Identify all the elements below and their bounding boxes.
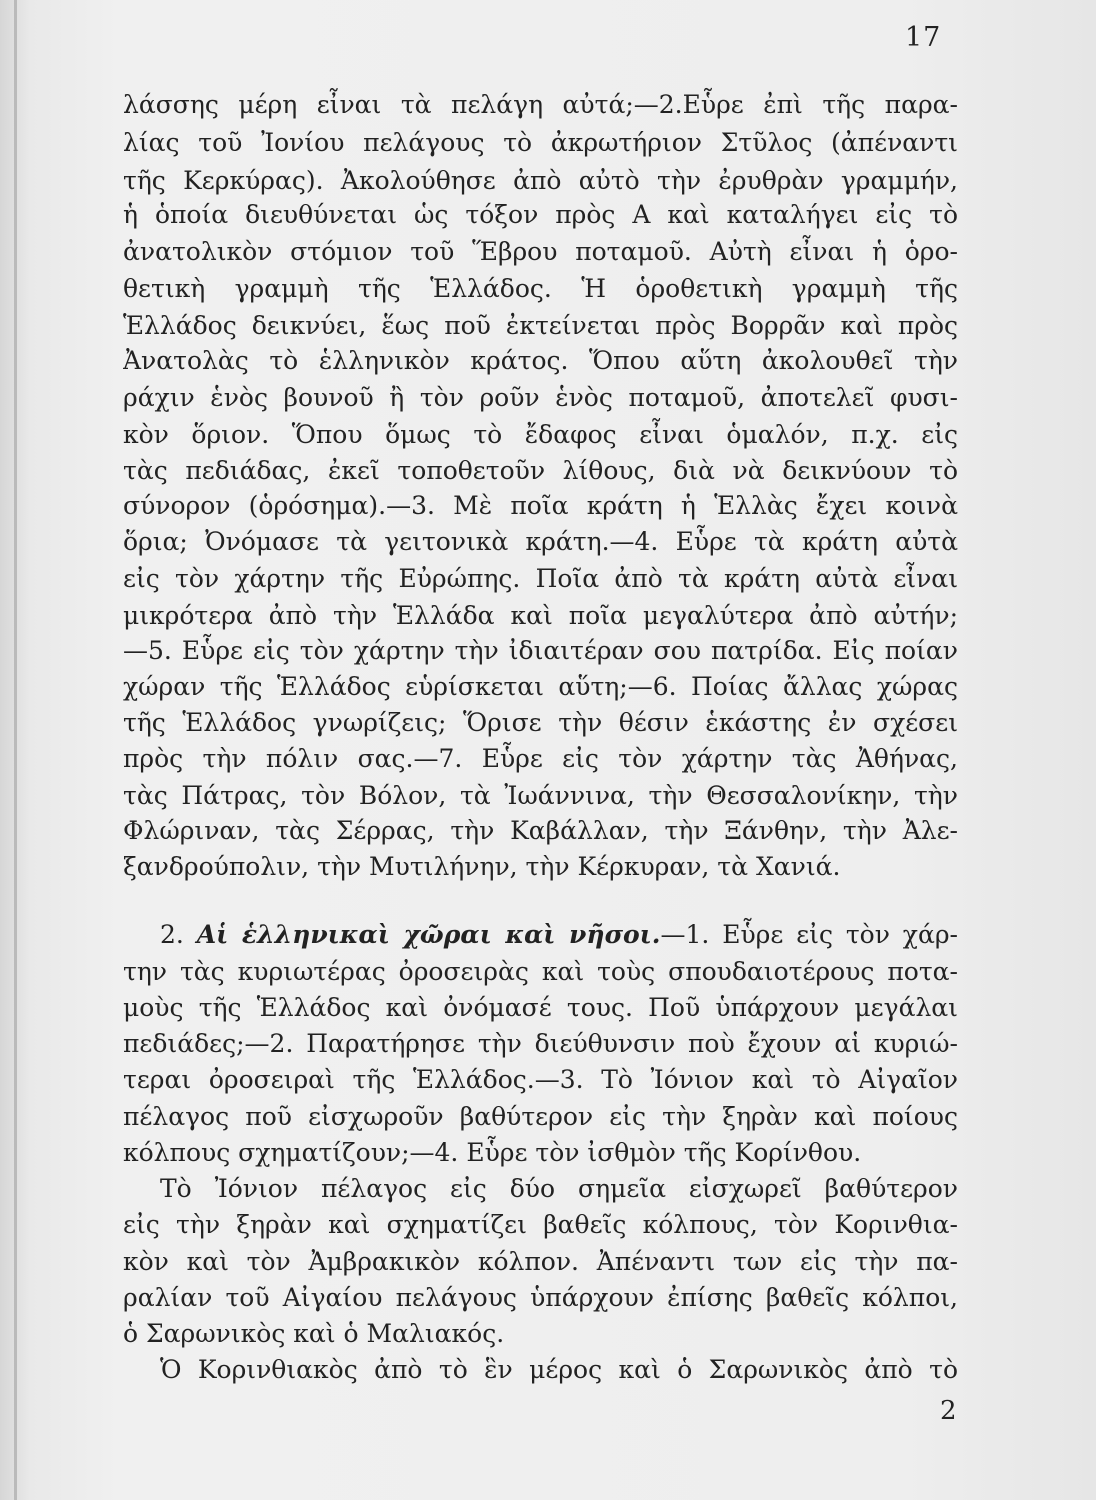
section-heading-line bbox=[160, 915, 958, 955]
text-line: λίας τοῦ Ἰονίου πελάγους τὸ ἀκρωτήριον Στῦλος (ἀπέναντι bbox=[123, 128, 958, 157]
text-line: λάσσης μέρη εἶναι τὰ πελάγη αὐτά;—2.Εὗρε ἐπὶ τῆς παρα- bbox=[123, 90, 958, 119]
text-line: τῆς Κερκύρας). Ἀκολούθησε ἀπὸ αὐτὸ τὴν ἐρυθρὰν γραμμήν, bbox=[123, 166, 958, 195]
text-line: τὰς Πάτρας, τὸν Βόλον, τὰ Ἰωάννινα, τὴν Θεσσαλονίκην, τὴν bbox=[123, 781, 958, 810]
text-line: μικρότερα ἀπὸ τὴν Ἑλλάδα καὶ ποῖα μεγαλύτερα ἀπὸ αὐτήν; bbox=[123, 601, 958, 630]
text-line: Ἀνατολὰς τὸ ἑλληνικὸν κράτος. Ὅπου αὕτη ἀκολουθεῖ τὴν bbox=[123, 346, 958, 375]
text-line: κόλπους σχηματίζουν;—4. Εὗρε τὸν ἰσθμὸν τῆς Κορίνθου. bbox=[123, 1138, 862, 1167]
text-line: πεδιάδες;—2. Παρατήρησε τὴν διεύθυνσιν ποὺ ἔχουν αἱ κυριώ- bbox=[123, 1029, 958, 1058]
text-line: ἀνατολικὸν στόμιον τοῦ Ἕβρου ποταμοῦ. Αὐτὴ εἶναι ἡ ὁρο- bbox=[123, 237, 958, 266]
text-line: ξανδρούπολιν, τὴν Μυτιλήνην, τὴν Κέρκυραν, τὰ Χανιά. bbox=[123, 852, 841, 881]
text-line: μοὺς τῆς Ἑλλάδος καὶ ὀνόμασέ τους. Ποῦ ὑπάρχουν μεγάλαι bbox=[123, 993, 958, 1022]
text-line: τῆς Ἑλλάδος γνωρίζεις; Ὅρισε τὴν θέσιν ἑκάστης ἐν σχέσει bbox=[123, 708, 958, 737]
text-line: εἰς τὴν ξηρὰν καὶ σχηματίζει βαθεῖς κόλπους, τὸν Κορινθια- bbox=[123, 1210, 958, 1239]
text-line: κὸν καὶ τὸν Ἀμβρακικὸν κόλπον. Ἀπέναντι των εἰς τὴν πα- bbox=[123, 1247, 958, 1276]
text-line: τὰς πεδιάδας, ἐκεῖ τοποθετοῦν λίθους, διὰ νὰ δεικνύουν τὸ bbox=[123, 456, 958, 485]
text-line: ραλίαν τοῦ Αἰγαίου πελάγους ὑπάρχουν ἐπίσης βαθεῖς κόλποι, bbox=[123, 1283, 958, 1312]
text-line: Ὁ Κορινθιακὸς ἀπὸ τὸ ἓν μέρος καὶ ὁ Σαρωνικὸς ἀπὸ τὸ bbox=[160, 1355, 958, 1384]
text-line: ὁ Σαρωνικὸς καὶ ὁ Μαλιακός. bbox=[123, 1319, 505, 1348]
signature-mark: 2 bbox=[940, 1396, 957, 1426]
text-line: θετικὴ γραμμὴ τῆς Ἑλλάδος. Ἡ ὁροθετικὴ γραμμὴ τῆς bbox=[123, 274, 958, 303]
text-line: την τὰς κυριωτέρας ὀροσειρὰς καὶ τοὺς σπουδαιοτέρους ποτα- bbox=[123, 957, 958, 986]
text-line: ἡ ὁποία διευθύνεται ὡς τόξον πρὸς Α καὶ καταλήγει εἰς τὸ bbox=[123, 200, 958, 229]
binding-edge bbox=[14, 0, 17, 1500]
text-line: εἰς τὸν χάρτην τῆς Εὐρώπης. Ποῖα ἀπὸ τὰ κράτη αὐτὰ εἶναι bbox=[123, 564, 958, 593]
text-line: πέλαγος ποῦ εἰσχωροῦν βαθύτερον εἰς τὴν ξηρὰν καὶ ποίους bbox=[123, 1102, 958, 1131]
text-line: κὸν ὅριον. Ὅπου ὅμως τὸ ἔδαφος εἶναι ὁμαλόν, π.χ. εἰς bbox=[123, 420, 958, 449]
page-number: 17 bbox=[905, 22, 942, 53]
text-line: Ἑλλάδος δεικνύει, ἕως ποῦ ἐκτείνεται πρὸς Βορρᾶν καὶ πρὸς bbox=[123, 311, 958, 340]
text-line: τεραι ὀροσειραὶ τῆς Ἑλλάδος.—3. Τὸ Ἰόνιον καὶ τὸ Αἰγαῖον bbox=[123, 1065, 958, 1094]
text-line: —5. Εὗρε εἰς τὸν χάρτην τὴν ἰδιαιτέραν σου πατρίδα. Εἰς ποίαν bbox=[123, 636, 958, 665]
text-line: ὅρια; Ὀνόμασε τὰ γειτονικὰ κράτη.—4. Εὗρε τὰ κράτη αὐτὰ bbox=[123, 527, 958, 556]
section-heading: Αἱ ἑλληνικαὶ χῶραι καὶ νῆσοι. bbox=[196, 920, 661, 949]
text-line: πρὸς τὴν πόλιν σας.—7. Εὗρε εἰς τὸν χάρτην τὰς Ἀθήνας, bbox=[123, 744, 958, 773]
text-line: ράχιν ἑνὸς βουνοῦ ἢ τὸν ροῦν ἑνὸς ποταμοῦ, ἀποτελεῖ φυσι- bbox=[123, 383, 958, 412]
section-number: 2. bbox=[160, 920, 184, 949]
text-line: χώραν τῆς Ἑλλάδος εὑρίσκεται αὕτη;—6. Ποίας ἄλλας χώρας bbox=[123, 672, 958, 701]
text-line: Τὸ Ἰόνιον πέλαγος εἰς δύο σημεῖα εἰσχωρεῖ βαθύτερον bbox=[160, 1174, 958, 1203]
section-heading-rest: —1. Εὗρε εἰς τὸν χάρ- bbox=[660, 920, 958, 949]
text-line: σύνορον (ὁρόσημα).—3. Μὲ ποῖα κράτη ἡ Ἑλλὰς ἔχει κοινὰ bbox=[123, 491, 958, 520]
text-line: Φλώριναν, τὰς Σέρρας, τὴν Καβάλλαν, τὴν Ξάνθην, τὴν Ἀλε- bbox=[123, 816, 958, 845]
